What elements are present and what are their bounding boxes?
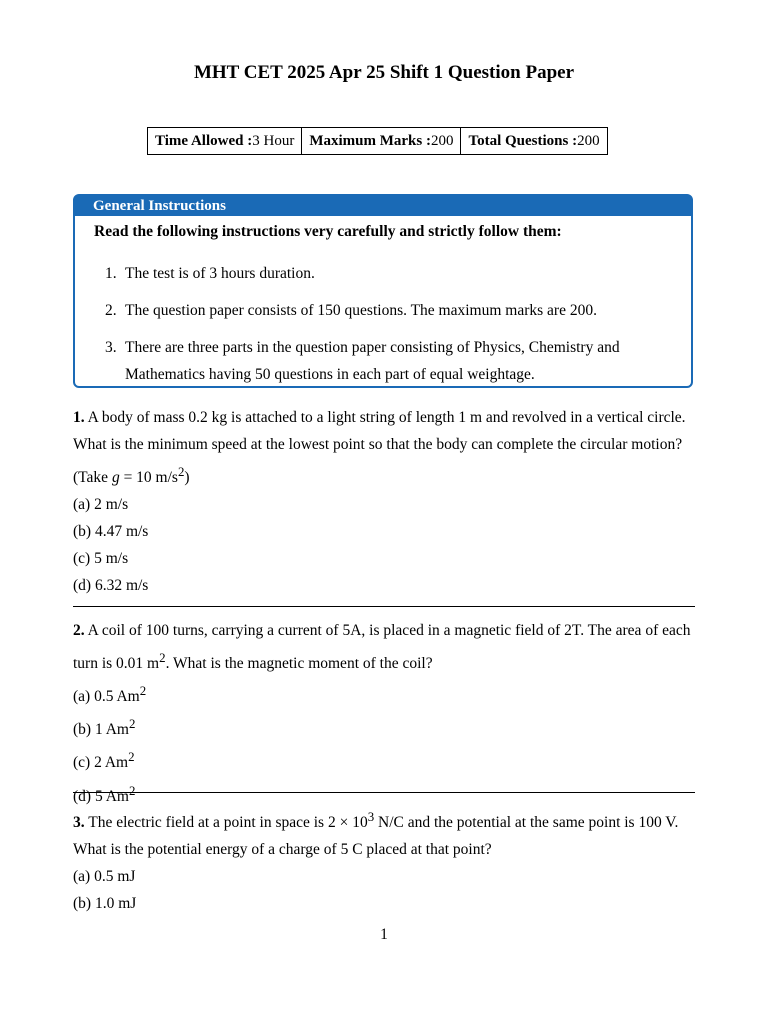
total-questions-cell <box>461 128 607 155</box>
option-b: (b) 1 Am$^2$ <box>73 716 136 739</box>
instruction-item: 3. There are three parts in the question paper consisting of Physics, Chemistry and Mathematics having 50 questions in each part of equal weightage. <box>105 339 620 383</box>
question-divider <box>73 792 695 793</box>
total-questions-label: Total Questions : <box>468 132 578 149</box>
question-1 <box>73 404 695 599</box>
time-allowed-value: 3 Hour <box>252 132 295 149</box>
question-number: 3. <box>73 814 85 832</box>
instructions-heading: General Instructions <box>75 196 691 216</box>
option-c: (c) 2 Am$^2$ <box>73 749 135 772</box>
option-b: (b) 4.47 m/s <box>73 523 149 541</box>
question-1-stem: 1. A body of mass 0.2 kg is attached to a light string of length 1 m and revolved in a vertical circle. What is the minimum speed at the lowest point so that the body can complete the circular motion? (Take g = 10 $m/s^2$) <box>73 409 686 487</box>
instructions-lead: Read the following instructions very carefully and strictly follow them: <box>94 223 562 240</box>
option-d: (d) 5 Am$^2$ <box>73 782 136 805</box>
question-number: 2. <box>73 622 85 639</box>
max-marks-label: Maximum Marks : <box>309 132 431 149</box>
question-2 <box>73 617 695 810</box>
instruction-item: 2. The question paper consists of 150 questions. The maximum marks are 200. <box>105 302 597 319</box>
time-allowed-label: Time Allowed : <box>155 132 253 149</box>
instruction-item: 1. The test is of 3 hours duration. <box>105 265 315 282</box>
option-d: (d) 6.32 m/s <box>73 577 149 595</box>
option-a: (a) 2 m/s <box>73 496 129 514</box>
max-marks-cell <box>302 128 461 155</box>
total-questions-value: 200 <box>577 132 600 149</box>
time-allowed-cell <box>148 128 302 155</box>
page-title: MHT CET 2025 Apr 25 Shift 1 Question Paper <box>193 62 575 83</box>
max-marks-value: 200 <box>430 132 454 149</box>
question-divider <box>73 606 695 607</box>
instructions-list <box>75 260 675 398</box>
option-b: (b) 1.0 mJ <box>73 895 137 913</box>
question-number: 1. <box>73 409 85 426</box>
page-number: 1 <box>380 926 388 943</box>
option-a: (a) 0.5 mJ <box>73 868 136 886</box>
question-2-stem: 2. A coil of 100 turns, carrying a current of 5A, is placed in a magnetic field of 2T. The area of each turn is 0.01 $m^2$. What is the magnetic moment of the coil? <box>73 622 691 673</box>
question-3 <box>73 803 695 917</box>
option-a: (a) 0.5 Am$^2$ <box>73 683 147 706</box>
option-c: (c) 5 m/s <box>73 550 129 568</box>
exam-meta-table <box>147 127 608 155</box>
question-3-stem: 3. The electric field at a point in space is $2 \times 10^3$ N/C and the potential at the same point is 100 V. What is the potential energy of a charge of 5 C placed at that point? <box>73 809 679 859</box>
general-instructions-box <box>73 194 693 388</box>
